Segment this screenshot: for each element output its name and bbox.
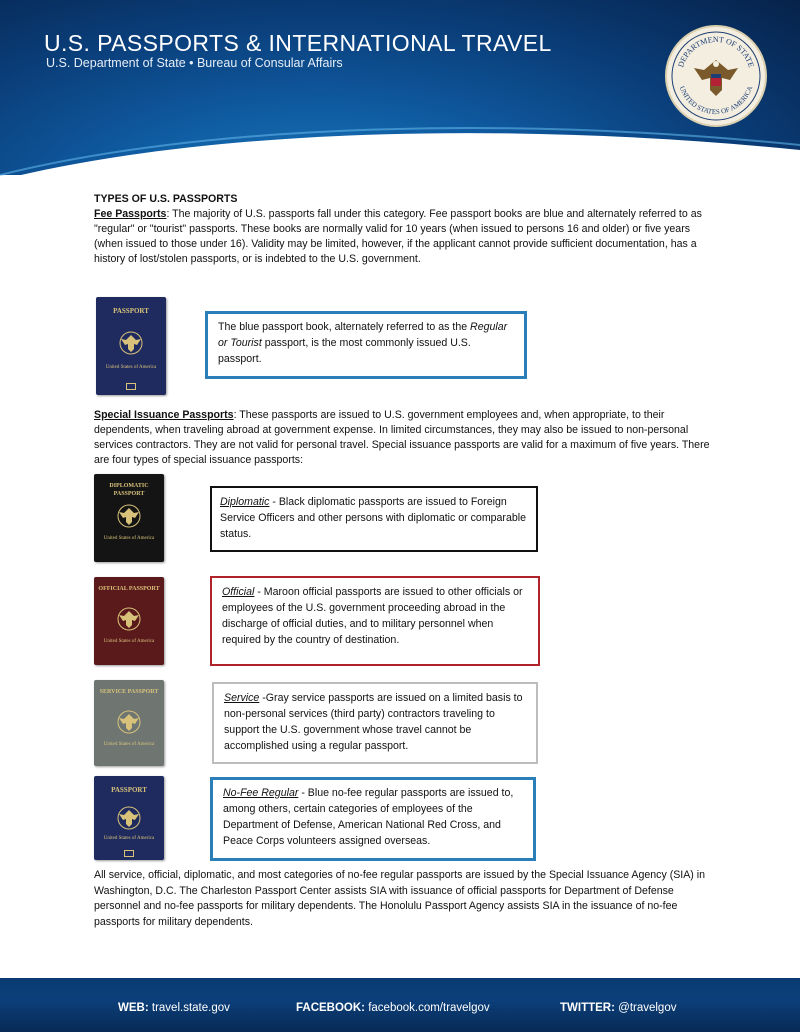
eagle-emblem-icon (113, 500, 145, 532)
type-text-official: - Maroon official passports are issued to other officials or employees of the U.S. government proceeding abroad in the discharge of official duties, and to military personnel when required by the country of destination. (222, 586, 523, 646)
eagle-emblem-icon (113, 706, 145, 738)
type-name-no-fee: No-Fee Regular (223, 787, 299, 799)
callout-text-em: Regular or Tourist (218, 321, 508, 349)
eagle-emblem-icon (113, 603, 145, 635)
official-callout (210, 576, 540, 666)
passport-cover-country: United States of America (105, 365, 157, 370)
closing-paragraph: All service, official, diplomatic, and most categories of no-fee regular passports are issued by the Special Issuance Agency (SIA) in Washington, D.C. The Charleston Passport Center assists SIA with issuance of official passports for Department of Defense personnel and no-fee passports for military dependents. The Honolulu Passport Agency assists SIA in the issuance of no-fee passports for military dependents. (94, 869, 706, 928)
special-issuance-section (94, 408, 712, 468)
page-footer (0, 978, 800, 1032)
special-issuance-label: Special Issuance Passports (94, 409, 234, 421)
diplomatic-callout (210, 486, 538, 552)
type-name-official: Official (222, 586, 255, 598)
service-callout (212, 682, 538, 764)
footer-facebook-link[interactable]: facebook.com/travelgov (368, 1002, 490, 1014)
callout-text-a: The blue passport book, alternately referred to as the (218, 321, 471, 333)
passport-cover-country: United States of America (103, 742, 155, 747)
special-issuance-paragraph (94, 408, 712, 468)
type-name-diplomatic: Diplomatic (220, 496, 270, 508)
footer-twitter (560, 1002, 676, 1014)
passport-cover-blue (96, 297, 166, 395)
eagle-emblem-icon (113, 802, 145, 834)
fee-passports-paragraph (94, 207, 712, 267)
biometric-chip-icon (124, 850, 134, 857)
passport-cover-country: United States of America (103, 536, 155, 541)
page-subtitle: U.S. Department of State • Bureau of Consular Affairs (46, 56, 343, 70)
passport-cover-title: SERVICE PASSPORT (99, 689, 159, 695)
header-wave-decoration (0, 120, 800, 200)
no-fee-callout (210, 777, 536, 861)
passport-cover-title: PASSPORT (111, 786, 147, 794)
footer-web-label: WEB: (118, 1002, 149, 1014)
section-heading: TYPES OF U.S. PASSPORTS (94, 193, 238, 205)
footer-facebook (296, 1002, 490, 1014)
department-of-state-seal-icon (664, 24, 768, 128)
passport-cover-title: DIPLOMATIC PASSPORT (109, 483, 149, 497)
page-title: U.S. PASSPORTS & INTERNATIONAL TRAVEL (44, 30, 552, 56)
blue-passport-callout (205, 311, 527, 379)
footer-twitter-link[interactable]: @travelgov (618, 1002, 677, 1014)
callout-text-b: passport, is the most commonly issued U.S. passport. (218, 337, 471, 365)
passport-cover-official (94, 577, 164, 665)
type-name-service: Service (224, 692, 260, 704)
passport-cover-diplomatic (94, 474, 164, 562)
footer-web (118, 1002, 230, 1014)
type-text-service: -Gray service passports are issued on a limited basis to non-personal services (third party) contractors traveling to support the U.S. government whose travel cannot be accomplished using a regular passport. (224, 692, 523, 752)
passport-cover-no-fee (94, 776, 164, 860)
passport-cover-title: PASSPORT (113, 307, 149, 315)
footer-facebook-label: FACEBOOK: (296, 1002, 365, 1014)
footer-web-link[interactable]: travel.state.gov (151, 1002, 230, 1014)
fee-passports-label: Fee Passports (94, 208, 167, 220)
footer-twitter-label: TWITTER: (560, 1002, 615, 1014)
seal-text-top: DEPARTMENT OF STATE (676, 34, 756, 69)
passport-cover-title: OFFICIAL PASSPORT (98, 586, 160, 592)
passport-cover-country: United States of America (103, 836, 155, 841)
fee-passports-text: : The majority of U.S. passports fall under this category. Fee passport books are blue and alternately referred to as "regular" or "tourist" passports. These books are normally valid for 10 years (when issued to persons 16 and older) or five years (when issued to those under 16). Validity may be limited, however, if the applicant cannot provide sufficient documentation, has a history of lost/stolen passports, or is indebted to the U.S. government. (94, 208, 702, 265)
page-header (0, 0, 800, 175)
type-text-no-fee: - Blue no-fee regular passports are issued to, among others, certain categories of employees of the Department of Defense, American National Red Cross, and Peace Corps volunteers assigned overseas. (223, 787, 514, 847)
passport-cover-country: United States of America (103, 639, 155, 644)
intro-section (94, 192, 712, 267)
biometric-chip-icon (126, 383, 136, 390)
seal-text-bottom: UNITED STATES OF AMERICA (677, 85, 755, 117)
type-text-diplomatic: - Black diplomatic passports are issued to Foreign Service Officers and other persons with diplomatic or comparable status. (220, 496, 526, 540)
special-issuance-text: : These passports are issued to U.S. government employees and, when appropriate, to their dependents, when traveling abroad at government expense. In limited circumstances, they may also be issued to non-personal services contractors. They are not valid for personal travel. Special issuance passports are valid for a maximum of five years. There are four types of special issuance passports: (94, 409, 710, 466)
passport-cover-service (94, 680, 164, 766)
eagle-emblem-icon (115, 327, 147, 359)
